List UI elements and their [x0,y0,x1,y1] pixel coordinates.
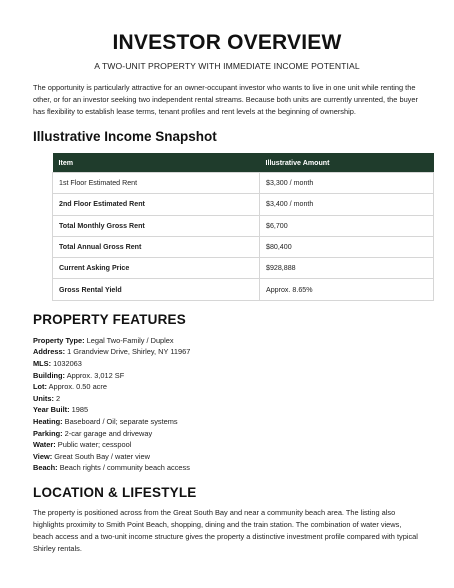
row-amount: $80,400 [260,236,434,257]
feature-item [33,404,421,416]
table-row [53,173,434,194]
row-amount: $3,300 / month [260,173,434,194]
feature-item [33,335,421,347]
table-row [53,236,434,257]
row-item: Current Asking Price [53,258,260,279]
feature-label: Parking: [33,428,63,438]
intro-paragraph: The opportunity is particularly attractive for an owner-occupant investor who wants to live in one unit while renting the other, or for an investor seeking two independent rental streams. Because both units are currently unrented, the buyer has flexibility to establish lease terms, tenant profiles and rent levels at the beginning of ownership. [33,83,418,116]
feature-value: Baseboard / Oil; separate systems [64,416,178,426]
feature-item [33,370,421,382]
feature-item [33,451,421,463]
feature-item [33,439,421,451]
page-title: INVESTOR OVERVIEW [112,31,342,54]
feature-value: 1032063 [53,358,82,368]
row-item: 1st Floor Estimated Rent [53,173,260,194]
feature-label: MLS: [33,358,52,368]
row-item: Total Annual Gross Rent [53,236,260,257]
feature-label: Units: [33,393,54,403]
location-paragraph: The property is positioned across from the Great South Bay and near a community beach area. The listing also highlights proximity to Smith Point Beach, shopping, dining and the train station. The combination of water views, beach access and a two-unit income structure gives the property a distinctive investment profile compared with typical Shirley rentals. [33,507,418,553]
table-row [53,258,434,279]
feature-value: Public water; cesspool [57,440,132,450]
feature-item [33,428,421,440]
table-row [53,279,434,300]
feature-label: Property Type: [33,335,85,345]
income-table [52,153,434,301]
row-item: Total Monthly Gross Rent [53,215,260,236]
table-header-row [53,153,434,173]
feature-value: Approx. 0.50 acre [48,382,107,392]
property-features-heading: PROPERTY FEATURES [33,311,186,327]
feature-value: 2-car garage and driveway [64,428,153,438]
feature-value: Beach rights / community beach access [59,463,190,473]
feature-item [33,381,421,393]
income-snapshot-heading: Illustrative Income Snapshot [33,129,217,144]
row-item: Gross Rental Yield [53,279,260,300]
feature-label: Year Built: [33,405,70,415]
row-amount: $6,700 [260,215,434,236]
feature-label: Heating: [33,416,63,426]
column-header-item: Item [53,153,260,173]
feature-label: View: [33,451,53,461]
feature-value: 1 Grandview Drive, Shirley, NY 11967 [67,347,191,357]
feature-item [33,416,421,428]
column-header-amount: Illustrative Amount [260,153,434,173]
feature-item [33,346,421,358]
table-row [53,215,434,236]
feature-item [33,393,421,405]
feature-value: Legal Two-Family / Duplex [86,335,174,345]
row-amount: $928,888 [260,258,434,279]
feature-label: Lot: [33,382,47,392]
feature-value: 2 [56,393,61,403]
row-amount: Approx. 8.65% [260,279,434,300]
property-features-list [33,335,421,474]
feature-label: Address: [33,347,66,357]
feature-label: Building: [33,370,66,380]
location-lifestyle-heading: LOCATION & LIFESTYLE [33,484,197,500]
row-amount: $3,400 / month [260,194,434,215]
feature-item [33,462,421,474]
feature-item [33,358,421,370]
feature-value: 1985 [71,405,89,415]
row-item: 2nd Floor Estimated Rent [53,194,260,215]
feature-value: Great South Bay / water view [54,451,150,461]
table-row [53,194,434,215]
feature-value: Approx. 3,012 SF [66,370,125,380]
feature-label: Water: [33,440,56,450]
page-subtitle: A TWO-UNIT PROPERTY WITH IMMEDIATE INCOME POTENTIAL [94,61,360,71]
feature-label: Beach: [33,463,58,473]
